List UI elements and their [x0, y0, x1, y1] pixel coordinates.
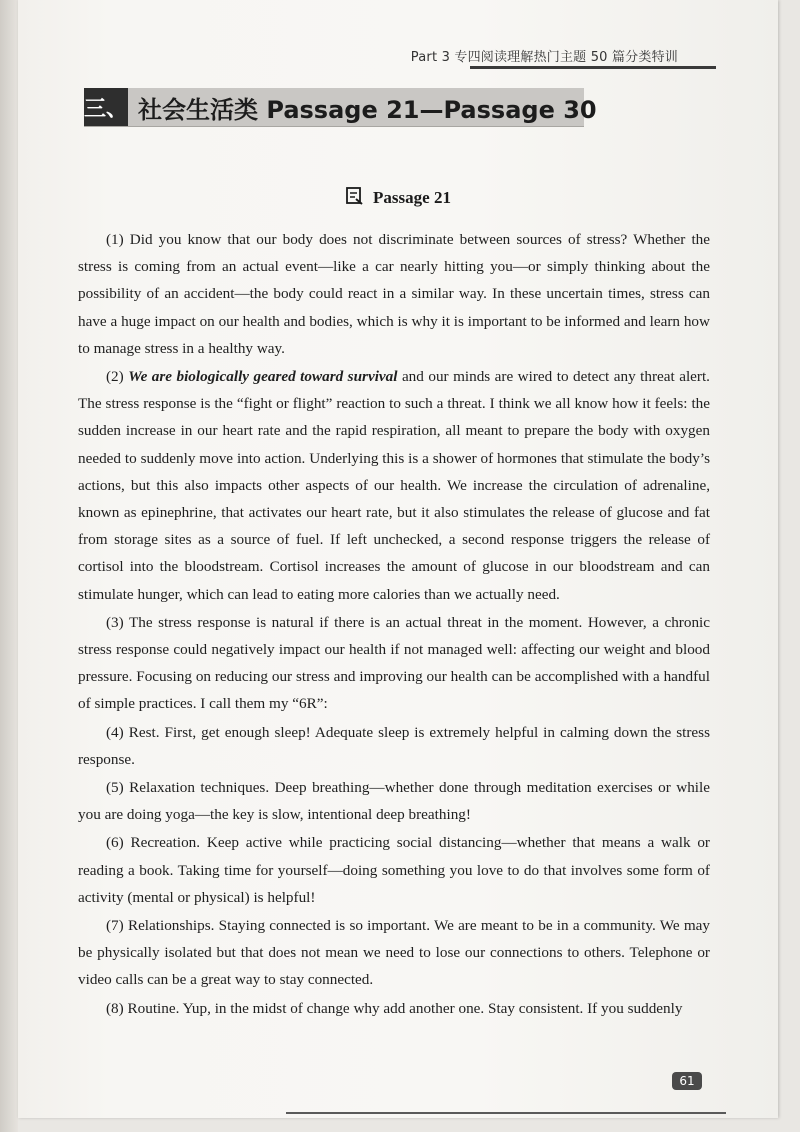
document-icon — [345, 186, 365, 206]
paragraph-7: (7) Relationships. Staying connected is so important. We are meant to be in a community. We may be physically isolated but that does not mean we need to lose our connections to others. Telephone or video calls can be a great way to stay connected. — [78, 917, 710, 989]
section-banner — [84, 88, 597, 126]
passage-body — [78, 226, 710, 1023]
paragraph-2-number: (2) — [106, 368, 129, 386]
header-rule — [470, 66, 716, 69]
emphasized-phrase: We are biologically geared toward survival — [128, 368, 398, 386]
paragraph-2 — [78, 363, 710, 608]
paragraph-3: (3) The stress response is natural if there is an actual threat in the moment. However, a chronic stress response could negatively impact our health if not managed well: affecting our weight and blood pressure. Focusing on reducing our stress and improving our health can be accomplished with a handful of simple practices. I call them my “6R”: — [78, 613, 710, 713]
paragraph-4: (4) Rest. First, get enough sleep! Adequate sleep is extremely helpful in calming down the stress response. — [78, 723, 710, 768]
paragraph-6: (6) Recreation. Keep active while practicing social distancing—whether that means a walk or reading a book. Taking time for yourself—doing something you love to do that involves some form of activity (mental or physical) is helpful! — [78, 834, 710, 906]
section-number: 三、 — [84, 88, 128, 126]
paragraph-5: (5) Relaxation techniques. Deep breathing—whether done through meditation exercises or while you are doing yoga—the key is slow, intentional deep breathing! — [78, 779, 710, 824]
paragraph-1: (1) Did you know that our body does not discriminate between sources of stress? Whether the stress is coming from an actual event—like a car nearly hitting you—or simply thinking about the possibility of an accident—the body could react in a similar way. In these uncertain times, stress can have a huge impact on our health and bodies, which is why it is important to be informed and learn how to manage stress in a healthy way. — [78, 231, 710, 357]
paragraph-8: (8) Routine. Yup, in the midst of change why add another one. Stay consistent. If you suddenly — [106, 999, 683, 1017]
running-header: Part 3 专四阅读理解热门主题 50 篇分类特训 — [410, 50, 678, 65]
book-page — [18, 0, 778, 1118]
passage-heading — [18, 186, 778, 208]
binding-fold — [0, 0, 18, 1132]
footer-rule — [286, 1112, 726, 1114]
passage-title: Passage 21 — [373, 188, 451, 207]
page-number: 61 — [672, 1072, 702, 1090]
paragraph-2-text: and our minds are wired to detect any threat alert. The stress response is the “fight or flight” reaction to such a threat. I think we all know how it feels: the sudden increase in our heart rate and the rapid respiration, all meant to prepare the body with oxygen needed to suddenly move into action. Underlying this is a shower of hormones that stimulate the body’s actions, but this also impacts other aspects of our health. We increase the circulation of adrenaline, known as epinephrine, that activates our heart rate, but it also stimulates the release of glucose and fat from storage sites as a source of fuel. If left unchecked, a second response triggers the release of cortisol into the bloodstream. Cortisol increases the amount of glucose in our bloodstream and can stimulate hunger, which can lead to eating more calories than we actually need. — [78, 368, 710, 603]
section-title: 社会生活类 Passage 21—Passage 30 — [138, 95, 597, 124]
